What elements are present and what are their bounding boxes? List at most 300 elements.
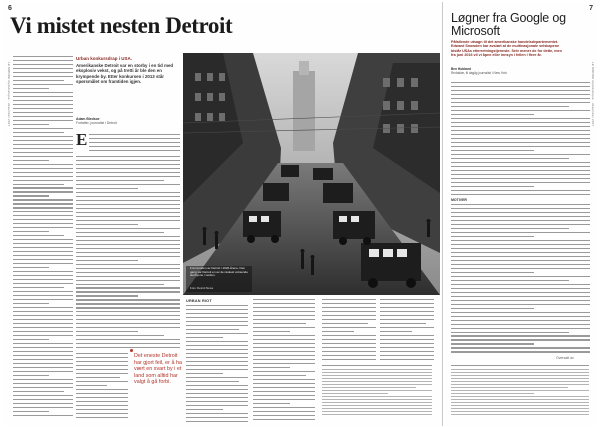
text-line xyxy=(451,228,569,229)
text-line xyxy=(76,385,107,386)
text-line xyxy=(13,363,73,364)
text-line xyxy=(186,405,248,406)
text-line xyxy=(76,216,180,217)
text-line xyxy=(13,116,73,117)
text-line xyxy=(253,355,315,356)
text-line xyxy=(380,323,426,324)
text-line xyxy=(186,385,248,386)
text-line xyxy=(13,112,73,113)
text-line xyxy=(76,156,180,157)
text-line xyxy=(451,296,590,297)
text-line xyxy=(451,142,590,143)
article-ingress: Amerikanske Detroit var en storby i en tid med eksplosiv vekst, og på tretti år ble den en krympende by. Etter konkursen i 2013 står spørsmålet om framtiden igjen. xyxy=(76,63,174,84)
text-line xyxy=(322,369,432,370)
text-line xyxy=(253,403,290,404)
text-line xyxy=(451,94,590,95)
text-line xyxy=(13,267,49,268)
pull-quote: Det eneste Detroit har gjort feil, er å ha vært en svart by i et land som alltid har valgt å gå forbi. xyxy=(134,353,182,385)
text-line xyxy=(451,216,590,217)
text-line xyxy=(451,86,590,87)
text-line xyxy=(89,146,180,147)
sidebar-byline xyxy=(451,68,507,76)
text-line xyxy=(451,280,569,281)
text-line xyxy=(380,335,434,336)
right-page-number: 7 xyxy=(589,5,593,12)
text-line xyxy=(451,244,590,245)
text-line xyxy=(451,320,590,321)
text-line xyxy=(76,236,180,237)
text-line xyxy=(13,319,73,320)
text-line xyxy=(76,393,128,394)
text-line xyxy=(13,231,49,232)
text-line xyxy=(451,178,590,179)
text-line xyxy=(451,134,590,135)
text-line xyxy=(186,417,248,418)
text-line xyxy=(76,260,138,261)
text-line xyxy=(253,367,290,368)
text-line xyxy=(13,247,73,248)
text-line xyxy=(13,60,73,61)
text-line xyxy=(13,335,73,336)
text-line xyxy=(253,307,315,308)
text-line xyxy=(76,331,138,332)
text-line xyxy=(253,351,315,352)
text-line xyxy=(13,203,73,204)
text-line xyxy=(253,347,315,348)
text-line xyxy=(76,381,128,382)
text-line xyxy=(322,387,416,388)
text-line xyxy=(186,401,248,402)
text-line xyxy=(380,327,434,328)
text-line xyxy=(13,92,73,93)
text-line xyxy=(451,272,534,273)
text-line xyxy=(76,377,120,378)
text-line xyxy=(13,184,64,185)
text-line xyxy=(253,319,315,320)
text-line xyxy=(186,377,248,378)
text-line xyxy=(451,335,590,336)
text-line xyxy=(451,284,590,285)
left-endnotes xyxy=(322,369,432,417)
text-line xyxy=(253,379,315,380)
text-line xyxy=(13,275,73,276)
text-line xyxy=(451,182,590,183)
text-line xyxy=(13,227,73,228)
text-line xyxy=(76,365,128,366)
text-line xyxy=(76,184,180,185)
text-line xyxy=(186,333,248,334)
text-line xyxy=(451,332,569,333)
text-line xyxy=(13,355,73,356)
text-line xyxy=(253,391,315,392)
text-line xyxy=(451,339,590,340)
text-line xyxy=(186,325,248,326)
text-line xyxy=(76,280,180,281)
text-line xyxy=(13,323,73,324)
text-line xyxy=(451,220,590,221)
text-line xyxy=(13,307,73,308)
text-line xyxy=(451,308,534,309)
text-line xyxy=(451,158,569,159)
text-line xyxy=(451,381,589,382)
text-line xyxy=(322,411,432,412)
text-line xyxy=(451,106,569,107)
body-column-2-bottom xyxy=(76,353,128,421)
text-line xyxy=(451,224,590,225)
text-line xyxy=(451,252,590,253)
text-line xyxy=(322,408,432,409)
text-line xyxy=(186,309,248,310)
text-line xyxy=(451,150,534,151)
text-line xyxy=(451,154,590,155)
text-line xyxy=(322,299,376,300)
crosshead-left: URBAN RIOT xyxy=(186,299,212,303)
text-line xyxy=(451,375,589,376)
article-kicker: Urban konkursdrap i USA. xyxy=(76,56,133,61)
text-line xyxy=(322,381,432,382)
text-line xyxy=(253,359,315,360)
text-line xyxy=(13,207,73,208)
text-line xyxy=(76,272,180,273)
text-line xyxy=(76,319,180,320)
text-line xyxy=(13,104,73,105)
text-line xyxy=(322,355,376,356)
text-line xyxy=(253,415,315,416)
text-line xyxy=(13,315,73,316)
text-line xyxy=(451,396,589,397)
text-line xyxy=(13,403,73,404)
sidebar-subhead: MOTIVER xyxy=(451,198,467,202)
text-line xyxy=(451,369,589,370)
text-line xyxy=(186,353,248,354)
text-line xyxy=(13,96,73,97)
text-line xyxy=(451,343,534,344)
text-line xyxy=(76,264,180,265)
text-line xyxy=(322,323,368,324)
text-line xyxy=(13,387,73,388)
text-line xyxy=(186,357,248,358)
text-line xyxy=(13,64,73,65)
text-line xyxy=(451,208,590,209)
text-line xyxy=(76,299,180,300)
text-line xyxy=(76,188,138,189)
text-line xyxy=(451,98,590,99)
text-line xyxy=(13,291,73,292)
text-line xyxy=(451,372,589,373)
text-line xyxy=(253,375,306,376)
text-line xyxy=(186,349,248,350)
text-line xyxy=(13,124,49,125)
text-line xyxy=(451,304,590,305)
text-line xyxy=(451,130,590,131)
text-line xyxy=(76,256,180,257)
text-line xyxy=(76,357,128,358)
byline-name: Adam Bledsoe xyxy=(76,117,100,121)
text-line xyxy=(451,405,589,406)
text-line xyxy=(89,134,180,135)
text-line xyxy=(76,401,128,402)
text-line xyxy=(451,102,590,103)
text-line xyxy=(253,323,306,324)
body-column-2-top xyxy=(89,134,180,154)
text-line xyxy=(13,239,73,240)
text-line xyxy=(322,359,376,360)
left-running-head: LE MONDE diplomatique · desember 2017 xyxy=(7,62,11,127)
text-line xyxy=(380,355,434,356)
text-line xyxy=(76,405,128,406)
text-line xyxy=(380,347,434,348)
street-scene-illustration xyxy=(183,53,440,295)
text-line xyxy=(13,80,64,81)
text-line xyxy=(13,88,49,89)
text-line xyxy=(253,315,315,316)
text-line xyxy=(13,395,73,396)
text-line xyxy=(380,299,434,300)
translator-note: Oversatt av xyxy=(556,356,574,360)
text-line xyxy=(253,383,315,384)
text-line xyxy=(322,372,432,373)
text-line xyxy=(322,315,376,316)
text-line xyxy=(451,82,590,83)
text-line xyxy=(451,414,589,415)
text-line xyxy=(76,307,180,308)
text-line xyxy=(13,351,73,352)
text-line xyxy=(76,361,128,362)
text-line xyxy=(76,252,180,253)
text-line xyxy=(13,156,73,157)
text-line xyxy=(89,150,180,151)
text-line xyxy=(380,359,434,360)
text-line xyxy=(451,118,590,119)
sidebar-body-2 xyxy=(451,204,590,355)
text-line xyxy=(13,215,73,216)
text-line xyxy=(322,405,432,406)
quote-dot-icon xyxy=(130,349,133,352)
text-line xyxy=(76,315,180,316)
text-line xyxy=(13,152,73,153)
text-line xyxy=(186,369,248,370)
text-line xyxy=(76,347,180,348)
text-line xyxy=(76,369,128,370)
text-line xyxy=(13,56,73,57)
text-line xyxy=(76,176,180,177)
text-line xyxy=(380,319,434,320)
sidebar-article-title: Løgner fra Google og Microsoft xyxy=(451,11,566,38)
text-line xyxy=(451,411,589,412)
text-line xyxy=(13,411,49,412)
text-line xyxy=(13,187,73,188)
text-line xyxy=(451,166,590,167)
text-line xyxy=(451,236,534,237)
text-line xyxy=(76,373,128,374)
text-line xyxy=(186,413,248,414)
text-line xyxy=(253,411,315,412)
text-line xyxy=(13,391,64,392)
text-line xyxy=(451,292,590,293)
text-line xyxy=(76,323,180,324)
text-line xyxy=(451,204,590,205)
text-line xyxy=(380,307,434,308)
text-line xyxy=(13,108,73,109)
text-line xyxy=(13,359,73,360)
text-line xyxy=(322,311,376,312)
text-line xyxy=(76,343,180,344)
body-column-3 xyxy=(186,305,248,425)
text-line xyxy=(451,276,590,277)
text-line xyxy=(451,138,590,139)
text-line xyxy=(186,381,239,382)
sidebar-body-1 xyxy=(451,82,590,198)
text-line xyxy=(322,393,388,394)
drop-cap: E xyxy=(76,130,88,149)
text-line xyxy=(76,389,128,390)
text-line xyxy=(13,148,73,149)
text-line xyxy=(322,319,376,320)
text-line xyxy=(322,339,376,340)
text-line xyxy=(322,390,432,391)
text-line xyxy=(253,331,290,332)
text-line xyxy=(253,371,315,372)
text-line xyxy=(76,228,180,229)
text-line xyxy=(451,378,589,379)
text-line xyxy=(13,120,73,121)
text-line xyxy=(322,414,432,415)
text-line xyxy=(186,341,248,342)
text-line xyxy=(451,399,589,400)
body-column-1 xyxy=(13,56,73,419)
text-line xyxy=(89,138,180,139)
text-line xyxy=(76,327,180,328)
text-line xyxy=(380,303,434,304)
text-line xyxy=(322,343,376,344)
text-line xyxy=(253,327,315,328)
text-line xyxy=(322,351,376,352)
text-line xyxy=(253,363,315,364)
text-line xyxy=(186,409,223,410)
text-line xyxy=(322,396,432,397)
text-line xyxy=(253,339,315,340)
text-line xyxy=(186,389,248,390)
text-line xyxy=(380,315,434,316)
text-line xyxy=(13,311,73,312)
text-line xyxy=(451,256,590,257)
text-line xyxy=(76,208,180,209)
text-line xyxy=(322,307,376,308)
text-line xyxy=(13,263,73,264)
text-line xyxy=(76,303,180,304)
text-line xyxy=(13,299,73,300)
text-line xyxy=(451,402,589,403)
text-line xyxy=(186,365,248,366)
text-line xyxy=(76,192,180,193)
text-line xyxy=(76,224,138,225)
text-line xyxy=(322,303,376,304)
text-line xyxy=(186,305,248,306)
text-line xyxy=(76,244,180,245)
text-line xyxy=(451,146,590,147)
text-line xyxy=(322,347,376,348)
sidebar-byline-role: Redaktør, til daglig journalist i New York xyxy=(451,70,507,75)
text-line xyxy=(76,409,128,410)
text-line xyxy=(13,339,49,340)
text-line xyxy=(451,110,590,111)
text-line xyxy=(451,268,590,269)
text-line xyxy=(451,190,590,191)
text-line xyxy=(451,351,590,352)
text-line xyxy=(76,200,180,201)
text-line xyxy=(13,128,73,129)
article-headline: Vi mistet nesten Detroit xyxy=(10,13,233,38)
text-line xyxy=(76,204,180,205)
text-line xyxy=(13,136,73,137)
text-line xyxy=(451,122,590,123)
text-line xyxy=(13,180,73,181)
text-line xyxy=(13,279,73,280)
text-line xyxy=(76,295,138,296)
text-line xyxy=(186,321,248,322)
text-line xyxy=(76,196,180,197)
sidebar-article-ingress: Påfallende utsagn til det amerikanske handelsdepartementet. Edward Snowden har avslørt at de multinasjonale selskapene bistår USAs etterretningstjeneste. Selv mener de for dette, men fra juni 2016 vil vi åpne eller innsyn i feilen i flere år. xyxy=(451,40,562,58)
text-line xyxy=(253,335,315,336)
text-line xyxy=(13,259,73,260)
text-line xyxy=(322,331,354,332)
text-line xyxy=(451,248,590,249)
text-line xyxy=(451,114,534,115)
text-line xyxy=(380,351,434,352)
text-line xyxy=(186,329,239,330)
text-line xyxy=(451,260,590,261)
text-line xyxy=(13,379,73,380)
text-line xyxy=(253,343,315,344)
text-line xyxy=(13,223,73,224)
text-line xyxy=(13,371,73,372)
text-line xyxy=(253,399,315,400)
text-line xyxy=(451,316,590,317)
photo-credit: Foto: Detroit News xyxy=(190,286,214,290)
text-line xyxy=(186,393,248,394)
text-line xyxy=(451,347,590,348)
text-line xyxy=(13,415,73,416)
text-line xyxy=(322,402,432,403)
text-line xyxy=(322,399,432,400)
text-line xyxy=(380,339,434,340)
text-line xyxy=(322,378,432,379)
text-line xyxy=(186,373,223,374)
text-line xyxy=(13,68,73,69)
text-line xyxy=(451,288,590,289)
text-line xyxy=(13,144,73,145)
text-line xyxy=(13,331,73,332)
text-line xyxy=(253,387,315,388)
text-line xyxy=(451,212,590,213)
text-line xyxy=(13,235,64,236)
text-line xyxy=(451,300,590,301)
text-line xyxy=(13,343,73,344)
text-line xyxy=(13,407,73,408)
text-line xyxy=(13,303,49,304)
text-line xyxy=(76,353,128,354)
text-line xyxy=(13,140,73,141)
text-line xyxy=(13,199,73,200)
text-line xyxy=(76,220,180,221)
text-line xyxy=(13,367,73,368)
text-line xyxy=(76,248,180,249)
text-line xyxy=(253,419,315,420)
text-line xyxy=(76,417,128,418)
text-line xyxy=(13,172,73,173)
photo-caption: Fra innsiden av Detroit i 1920-årene. Den gang var Detroit en av de raskest voksende storbyene i verden. xyxy=(190,266,248,278)
text-line xyxy=(76,276,180,277)
